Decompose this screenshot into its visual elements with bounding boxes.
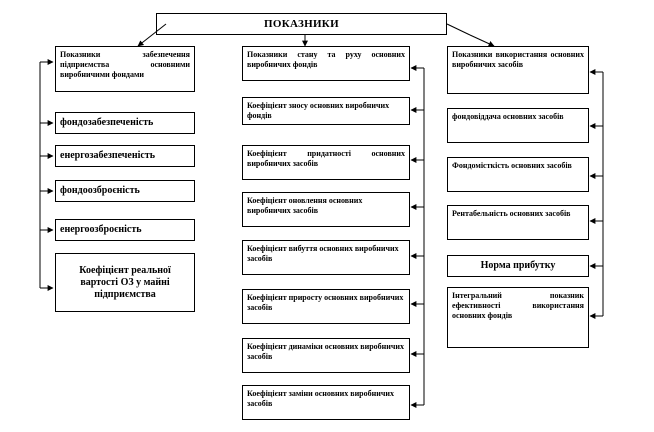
left-item-fondoozbroienist: фондоозброєність [55, 180, 195, 202]
right-item-capital-intensity: Фондомісткість основних засобів [447, 157, 589, 192]
middle-item-retirement-coefficient: Коефіцієнт вибуття основних виробничих засобів [242, 240, 410, 275]
diagram-title: ПОКАЗНИКИ [156, 13, 447, 35]
middle-item-wear-coefficient: Коефіцієнт зносу основних виробничих фондів [242, 97, 410, 125]
right-item-capital-productivity: фондовіддача основних засобів [447, 108, 589, 143]
middle-header-box: Показники стану та руху основних виробничих фондів [242, 46, 410, 81]
title-to-right-arrow [470, 35, 494, 46]
left-header-box: Показники забезпечення підприємства основними виробничими фондами [55, 46, 195, 92]
left-item-enerhozabezpechenist: енергозабезпеченість [55, 145, 195, 167]
middle-item-replacement-coefficient: Коефіцієнт заміни основних виробничих засобів [242, 385, 410, 420]
middle-item-dynamics-coefficient: Коефіцієнт динаміки основних виробничих засобів [242, 338, 410, 373]
right-item-profit-rate: Норма прибутку [447, 255, 589, 277]
middle-item-fitness-coefficient: Коефіцієнт придатності основних виробничих засобів [242, 145, 410, 180]
left-item-real-value-coefficient: Коефіцієнт реальної вартості ОЗ у майні підприємства [55, 253, 195, 312]
right-item-profitability: Рентабельність основних засобів [447, 205, 589, 240]
right-header-box: Показники використання основних виробничих засобів [447, 46, 589, 94]
left-item-fondozabezpechenist: фондозабезпеченість [55, 112, 195, 134]
left-item-enerhoozbroienist: енергоозброєність [55, 219, 195, 241]
middle-item-renewal-coefficient: Коефіцієнт оновлення основних виробничих засобів [242, 192, 410, 227]
right-item-integral-efficiency: Інтегральний показник ефективності використання основних фондів [447, 287, 589, 348]
middle-item-growth-coefficient: Коефіцієнт приросту основних виробничих засобів [242, 289, 410, 324]
